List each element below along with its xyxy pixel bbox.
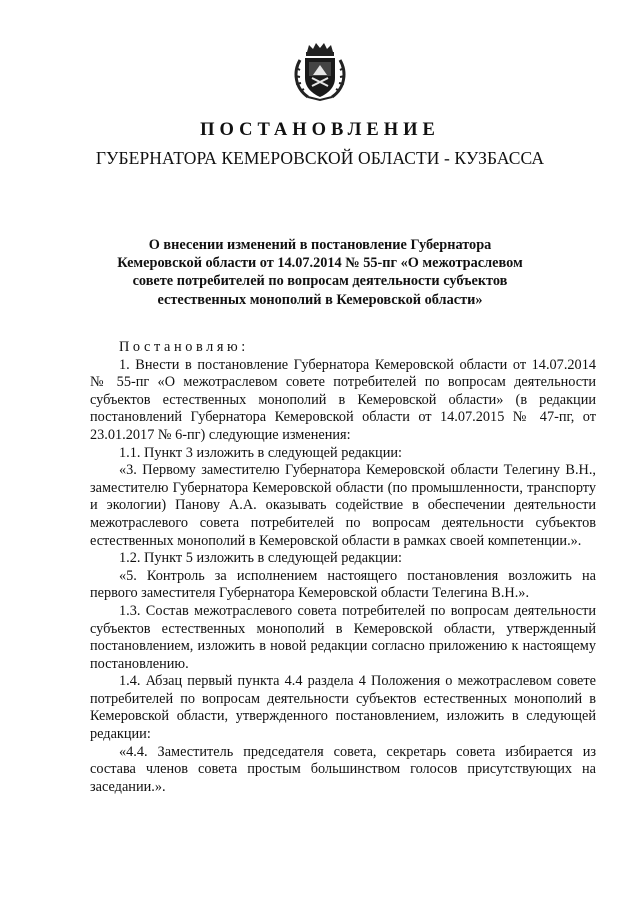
intro-line: Постановляю: (119, 339, 249, 355)
document-body (90, 339, 596, 796)
document-title: О внесении изменений в постановление Губернатора Кемеровской области от 14.07.2014 № 55-пг «О межотраслевом совете потребителей по вопросам деятельности субъектов естественных монополий в Кемеровской области» (117, 237, 523, 308)
document-type: ПОСТАНОВЛЕНИЕ (200, 120, 440, 140)
kemerovo-coat-of-arms-icon (290, 40, 350, 102)
paragraph-1: 1. Внести в постановление Губернатора Кемеровской области от 14.07.2014 № 55-пг «О межотраслевом совете потребителей по вопросам деятельности субъектов естественных монополий в Кемеровской области» (в редакции постановлений Губернатора Кемеровской области от 14.07.2015 № 47-пг, от 23.01.2017 № 6-пг) следующие изменения: (90, 356, 596, 443)
paragraph-1-4: 1.4. Абзац первый пункта 4.4 раздела 4 Положения о межотраслевом совете потребителей по вопросам деятельности субъектов естественных монополий в Кемеровской области, утвержденного постановлением, изложить в следующей редакции: (90, 673, 596, 743)
paragraph-point-4-4: «4.4. Заместитель председателя совета, секретарь совета избирается из состава членов совета простым большинством голосов присутствующих на заседании.». (90, 743, 596, 795)
paragraph-1-1: 1.1. Пункт 3 изложить в следующей редакции: (119, 444, 402, 461)
paragraph-point-5: «5. Контроль за исполнением настоящего постановления возложить на первого заместителя Губернатора Кемеровской области Телегина В.Н.». (90, 567, 596, 602)
paragraph-point-3: «3. Первому заместителю Губернатора Кемеровской области Телегину В.Н., заместителю Губернатора Кемеровской области (по промышленности, транспорту и экологии) Панову А.А. оказывать содействие в обеспечении деятельности межотраслевого совета потребителей по вопросам деятельности субъектов естественных монополий в Кемеровской области в рамках своей компетенции.». (90, 462, 596, 549)
document-issuer: ГУБЕРНАТОРА КЕМЕРОВСКОЙ ОБЛАСТИ - КУЗБАССА (95, 148, 545, 168)
paragraph-1-3: 1.3. Состав межотраслевого совета потребителей по вопросам деятельности субъектов естественных монополий в Кемеровской области, утвержденный постановлением, изложить в новой редакции согласно приложению к настоящему постановлению. (90, 602, 596, 672)
paragraph-1-2: 1.2. Пункт 5 изложить в следующей редакции: (119, 550, 402, 567)
